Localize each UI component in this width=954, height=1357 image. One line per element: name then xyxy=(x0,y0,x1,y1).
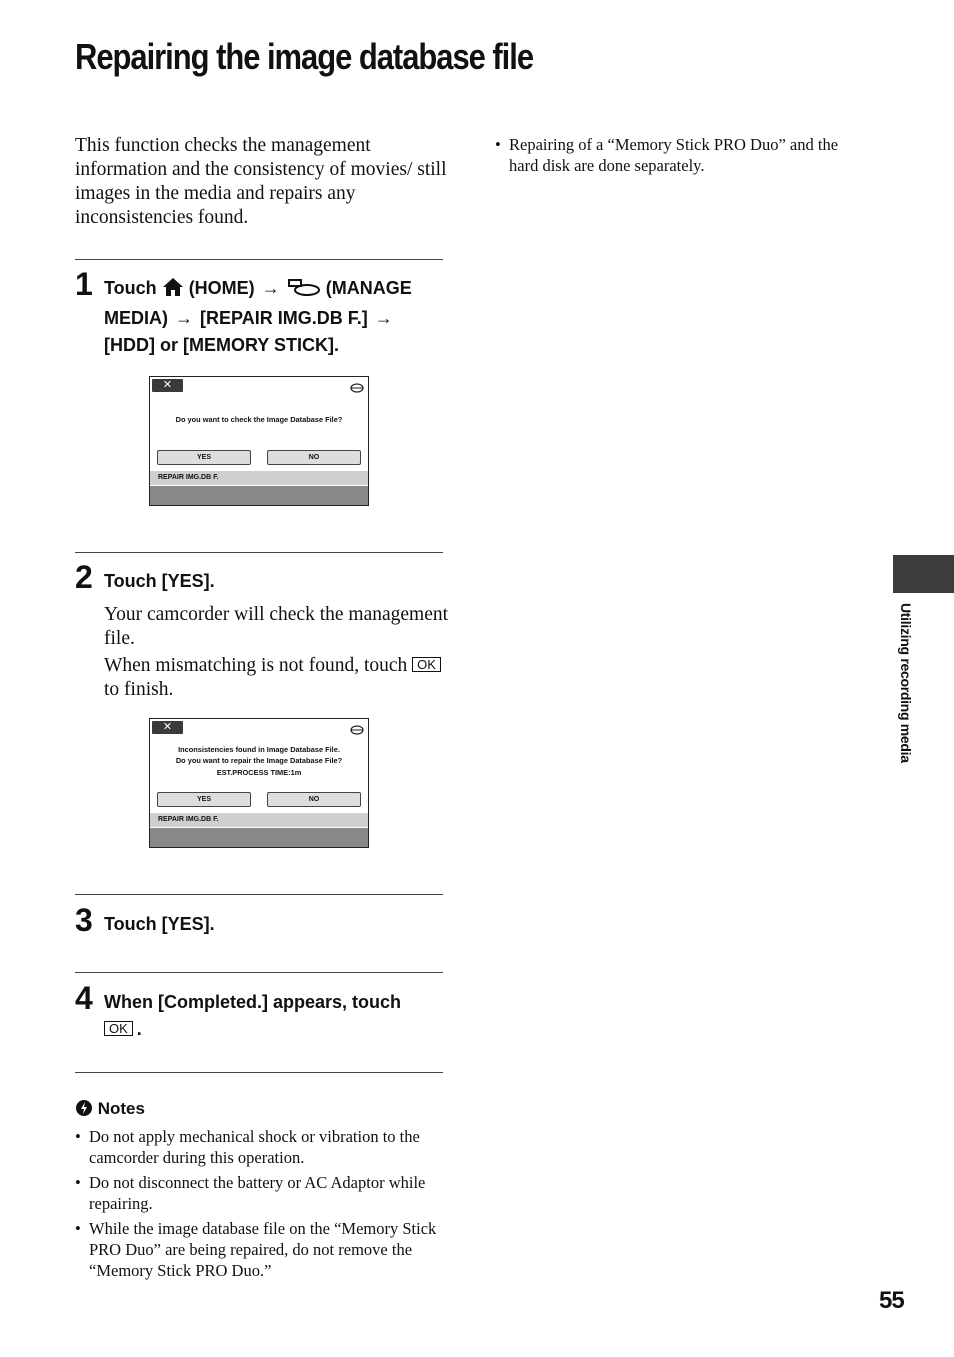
bullet-dot: • xyxy=(495,135,501,154)
step-1-instruction xyxy=(104,275,444,359)
step-4-instruction xyxy=(104,989,444,1043)
notes-heading xyxy=(75,1097,145,1124)
step-3-instruction: Touch [YES]. xyxy=(104,914,215,934)
divider xyxy=(75,259,443,260)
arrow-icon: → xyxy=(261,278,280,298)
screen-message-line2: Do you want to repair the Image Database File? xyxy=(175,756,343,765)
screen-message-line1: Inconsistencies found in Image Database File. xyxy=(178,745,340,754)
step-1-repair-label: [REPAIR IMG.DB F.] xyxy=(200,308,368,328)
manage-media-icon xyxy=(287,277,321,305)
step-2-body xyxy=(104,603,449,705)
step-1-media-choice: [HDD] or [MEMORY STICK]. xyxy=(104,335,339,355)
note-text: While the image database file on the “Memory Stick PRO Duo” are being repaired, do not remove the “Memory Stick PRO Duo.” xyxy=(89,1219,437,1280)
no-button[interactable]: NO xyxy=(267,792,361,807)
bullet-dot: • xyxy=(75,1219,81,1238)
step-2-body-post: to finish. xyxy=(104,679,174,700)
note-text: Do not apply mechanical shock or vibration to the camcorder during this operation. xyxy=(89,1127,420,1167)
step-1-number: 1 xyxy=(75,266,93,302)
home-icon xyxy=(162,277,184,305)
list-item xyxy=(75,1218,445,1281)
yes-button[interactable]: YES xyxy=(157,450,251,465)
step-2-body-pre: When mismatching is not found, touch xyxy=(104,655,408,676)
divider xyxy=(75,552,443,553)
list-item xyxy=(75,1126,445,1168)
screen-bottom-bar xyxy=(150,486,368,505)
notes-list xyxy=(75,1126,445,1285)
ok-button-icon: OK xyxy=(104,1021,133,1036)
section-label xyxy=(895,603,915,803)
screen-status-bar: REPAIR IMG.DB F. xyxy=(150,813,368,827)
arrow-icon: → xyxy=(374,308,393,328)
section-tab-marker xyxy=(893,555,954,593)
note-text: Do not disconnect the battery or AC Adaptor while repairing. xyxy=(89,1173,426,1213)
page-number: 55 xyxy=(879,1287,904,1314)
step-2-instruction: Touch [YES]. xyxy=(104,571,215,591)
list-item xyxy=(75,1172,445,1214)
step-1-home-label: (HOME) xyxy=(188,278,255,298)
no-button[interactable]: NO xyxy=(267,450,361,465)
yes-button[interactable]: YES xyxy=(157,792,251,807)
bullet-dot: • xyxy=(75,1173,81,1192)
close-button[interactable]: ✕ xyxy=(152,379,183,392)
step-3-number: 3 xyxy=(75,902,93,938)
right-column-note xyxy=(495,134,855,176)
confirm-repair-screen xyxy=(149,718,369,848)
screen-message: Do you want to check the Image Database File? xyxy=(175,415,343,424)
step-2-body-line1: Your camcorder will check the management file. xyxy=(104,604,449,649)
intro-paragraph: This function checks the management information and the consistency of movies/ still images in the media and repairs any inconsistencies found. xyxy=(75,135,447,228)
section-label-text: Utilizing recording media xyxy=(898,603,914,763)
right-note-text: Repairing of a “Memory Stick PRO Duo” and the hard disk are done separately. xyxy=(509,135,839,175)
ok-button-icon: OK xyxy=(412,657,441,672)
divider xyxy=(75,894,443,895)
notes-heading-text: Notes xyxy=(97,1099,145,1118)
step-2-number: 2 xyxy=(75,559,93,595)
screen-message-line3: EST.PROCESS TIME:1m xyxy=(216,768,302,777)
divider xyxy=(75,1072,443,1073)
step-4-number: 4 xyxy=(75,980,93,1016)
step-2-body-line2 xyxy=(104,654,449,702)
bullet-dot: • xyxy=(75,1127,81,1146)
step-4-period: . xyxy=(136,1019,142,1039)
arrow-icon: → xyxy=(175,308,194,328)
close-button[interactable]: ✕ xyxy=(152,721,183,734)
step-4-text: When [Completed.] appears, touch xyxy=(104,992,402,1012)
step-1-manage-media-label: (MANAGE MEDIA) xyxy=(104,278,412,328)
screen-status-bar: REPAIR IMG.DB F. xyxy=(150,471,368,485)
step-1-touch: Touch xyxy=(104,278,157,298)
page-title: Repairing the image database file xyxy=(75,36,534,77)
hdd-icon xyxy=(350,722,364,740)
notes-icon xyxy=(75,1099,93,1124)
divider xyxy=(75,972,443,973)
screen-bottom-bar xyxy=(150,828,368,847)
hdd-icon xyxy=(350,380,364,398)
confirm-check-screen xyxy=(149,376,369,506)
